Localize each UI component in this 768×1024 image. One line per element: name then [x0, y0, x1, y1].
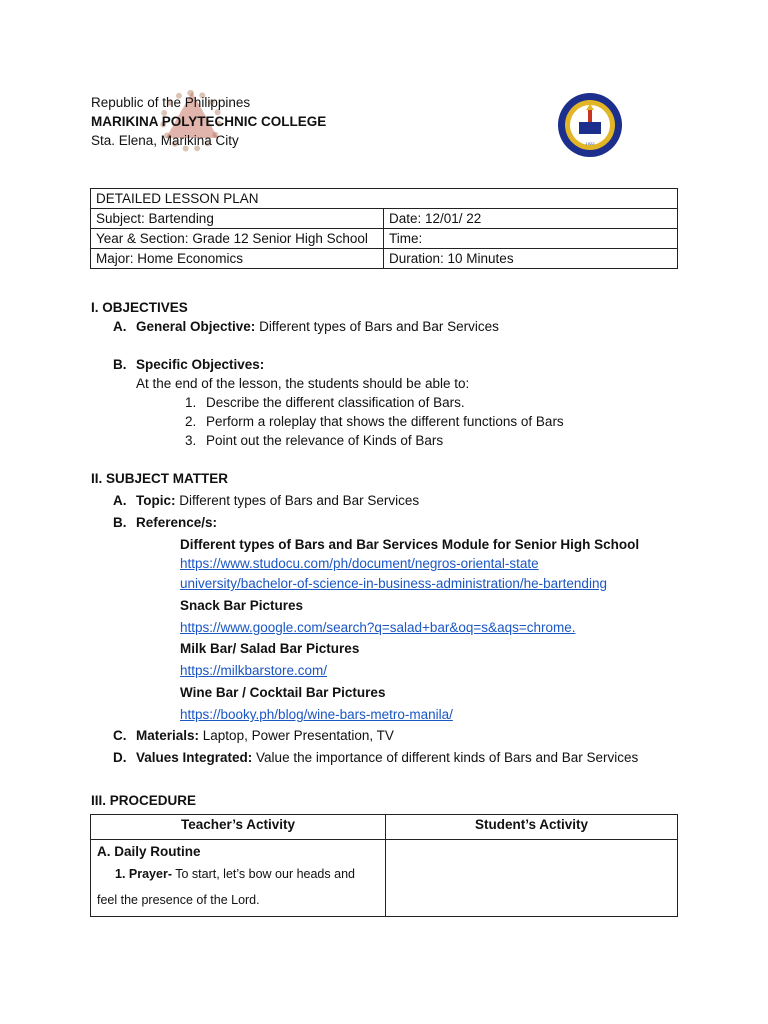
objective-item: Describe the different classification of Bars. — [206, 395, 465, 410]
reference-title: Different types of Bars and Bar Services Module for Senior High School — [180, 537, 640, 552]
time-cell: Time: — [384, 229, 678, 249]
document-header — [91, 93, 326, 150]
objectives-heading: I. OBJECTIVES — [91, 300, 188, 315]
topic-letter: A. — [113, 493, 127, 508]
subject-cell: Subject: Bartending — [91, 209, 384, 229]
objective-item: Point out the relevance of Kinds of Bars — [206, 433, 444, 448]
topic-label: Topic: — [136, 493, 176, 508]
reference-link[interactable]: https://www.studocu.com/ph/document/negros-oriental-state — [180, 556, 539, 571]
year-section-cell: Year & Section: Grade 12 Senior High School — [91, 229, 384, 249]
prayer-line — [97, 861, 379, 887]
lesson-info-table — [90, 188, 678, 269]
procedure-table — [90, 814, 678, 917]
prayer-label: 1. Prayer- — [115, 867, 172, 881]
teacher-activity-cell — [91, 840, 386, 917]
materials-line — [136, 728, 394, 743]
college-seal-logo — [557, 92, 623, 158]
objective-b-letter: B. — [113, 357, 127, 372]
reference-link-continued[interactable]: university/bachelor-of-science-in-business-administration/he-bartending — [180, 576, 607, 591]
seal-year: 1922 — [585, 141, 595, 146]
specific-objectives-label: Specific Objectives: — [136, 357, 265, 372]
reference-title: Snack Bar Pictures — [180, 598, 304, 613]
daily-routine-label: A. Daily Routine — [97, 844, 201, 859]
materials-label: Materials: — [136, 728, 200, 743]
header-college: MARIKINA POLYTECHNIC COLLEGE — [91, 114, 327, 129]
objective-a-letter: A. — [113, 319, 127, 334]
general-objective — [136, 319, 499, 334]
objective-item-num: 3. — [185, 433, 197, 448]
values-letter: D. — [113, 750, 127, 765]
header-address: Sta. Elena, Marikina City — [91, 133, 239, 148]
prayer-text: To start, let’s bow our heads and — [171, 867, 355, 881]
major-cell: Major: Home Economics — [91, 249, 384, 269]
references-label: Reference/s: — [136, 515, 218, 530]
reference-link[interactable]: https://www.google.com/search?q=salad+bar&oq=s&aqs=chrome. — [180, 620, 576, 635]
values-label: Values Integrated: — [136, 750, 253, 765]
reference-link[interactable]: https://booky.ph/blog/wine-bars-metro-manila/ — [180, 707, 453, 722]
header-republic: Republic of the Philippines — [91, 95, 251, 110]
objective-item-num: 2. — [185, 414, 197, 429]
student-activity-header: Student’s Activity — [386, 815, 678, 840]
materials-text: Laptop, Power Presentation, TV — [199, 728, 394, 743]
objectives-intro: At the end of the lesson, the students should be able to: — [136, 376, 470, 391]
materials-letter: C. — [113, 728, 127, 743]
reference-title: Milk Bar/ Salad Bar Pictures — [180, 641, 360, 656]
topic-line — [136, 493, 419, 508]
subject-matter-heading: II. SUBJECT MATTER — [91, 471, 229, 486]
values-line — [136, 750, 638, 765]
prayer-text-continued: feel the presence of the Lord. — [97, 893, 260, 907]
reference-link[interactable]: https://milkbarstore.com/ — [180, 663, 328, 678]
objective-item: Perform a roleplay that shows the different functions of Bars — [206, 414, 564, 429]
topic-text: Different types of Bars and Bar Services — [175, 493, 420, 508]
values-text: Value the importance of different kinds of Bars and Bar Services — [252, 750, 639, 765]
date-cell: Date: 12/01/ 22 — [384, 209, 678, 229]
references-letter: B. — [113, 515, 127, 530]
reference-title: Wine Bar / Cocktail Bar Pictures — [180, 685, 386, 700]
lesson-plan-title: DETAILED LESSON PLAN — [91, 189, 678, 209]
general-objective-label: General Objective: — [136, 319, 256, 334]
objective-item-num: 1. — [185, 395, 197, 410]
general-objective-text: Different types of Bars and Bar Services — [255, 319, 499, 334]
duration-cell: Duration: 10 Minutes — [384, 249, 678, 269]
teacher-activity-header: Teacher’s Activity — [91, 815, 386, 840]
procedure-heading: III. PROCEDURE — [91, 793, 197, 808]
student-activity-cell — [386, 840, 678, 917]
